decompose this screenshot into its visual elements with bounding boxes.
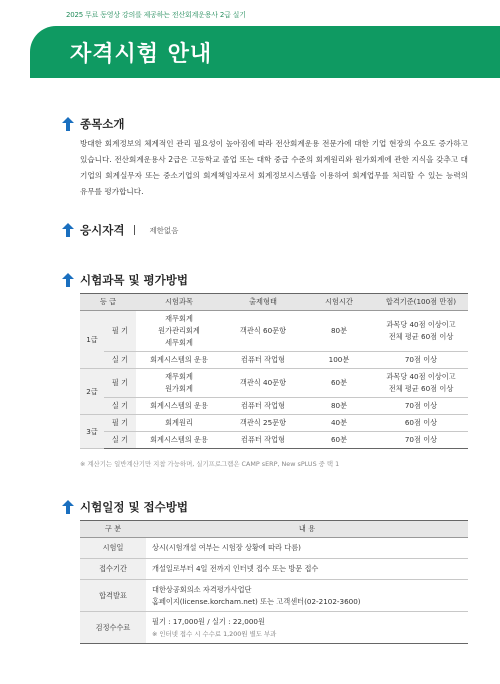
row-content: 필기 : 17,000원 / 실기 : 22,000원 ※ 인터넷 접수 시 수수료 1,200원 별도 부과 (146, 612, 468, 644)
format-cell: 컴퓨터 작업형 (222, 398, 304, 415)
section-title: 종목소개 (80, 117, 125, 131)
row-content: 상시(시험개설 여부는 시험장 상황에 따라 다름) (146, 538, 468, 559)
pass-cell: 과목당 40점 이상이고 전체 평균 60점 이상 (374, 311, 468, 352)
up-arrow-icon (62, 223, 74, 237)
section-title: 시험일정 및 접수방법 (80, 500, 188, 514)
time-cell: 40분 (304, 415, 374, 432)
up-arrow-icon (62, 117, 74, 131)
subject-cell: 회계시스템의 운용 (136, 352, 222, 369)
row-label: 접수기간 (80, 559, 146, 580)
page-title: 자격시험 안내 (70, 42, 213, 67)
grade-cell: 1급 (80, 311, 104, 369)
subject-cell: 재무회계 원가관리회계 세무회계 (136, 311, 222, 352)
schedule-table (80, 520, 468, 644)
separator (134, 225, 135, 235)
table-row (80, 580, 468, 612)
type-cell: 실 기 (104, 398, 136, 415)
table-header: 시험과목 (136, 294, 222, 311)
up-arrow-icon (62, 273, 74, 287)
format-cell: 컴퓨터 작업형 (222, 432, 304, 449)
type-cell: 필 기 (104, 369, 136, 398)
eligibility-note: 제한없음 (149, 225, 179, 235)
table-row (80, 538, 468, 559)
format-cell: 객관식 40문항 (222, 369, 304, 398)
time-cell: 60분 (304, 432, 374, 449)
table-header: 시험시간 (304, 294, 374, 311)
table-row (80, 415, 468, 432)
table-row (80, 369, 468, 398)
title-banner (30, 26, 500, 78)
table-header: 출제형태 (222, 294, 304, 311)
table-header: 등 급 (80, 294, 136, 311)
exam-footnote: ※ 계산기는 일반계산기만 지참 가능하며, 실기프로그램은 CAMP sERP, New sPLUS 중 택 1 (80, 460, 340, 468)
row-content: 대한상공회의소 자격평가사업단 홈페이지(license.korcham.net) 또는 고객센터(02-2102-3600) (146, 580, 468, 612)
table-header-row (80, 521, 468, 538)
format-cell: 컴퓨터 작업형 (222, 352, 304, 369)
subject-cell: 회계시스템의 운용 (136, 432, 222, 449)
intro-paragraph: 방대한 회계정보의 체계적인 관리 필요성이 높아짐에 따라 전산회계운용 전문가에 대한 기업 현장의 수요도 증가하고 있습니다. 전산회계운용사 2급은 고등학교 졸업 또는 대학 중급 수준의 회계원리와 원가회계에 관한 지식을 갖추고 대기업의 회계실무자 또는 중소기업의 회계책임자로서 회계정보시스템을 이용하여 회계업무를 처리할 수 있는 능력의 유무를 평가합니다. (80, 139, 468, 196)
section-eligibility-heading (62, 222, 178, 238)
time-cell: 100분 (304, 352, 374, 369)
type-cell: 실 기 (104, 432, 136, 449)
pass-cell: 70점 이상 (374, 398, 468, 415)
top-caption: 2025 무료 동영상 강의를 제공하는 전산회계운용사 2급 실기 (66, 11, 246, 19)
table-header-row (80, 294, 468, 311)
subject-cell: 회계원리 (136, 415, 222, 432)
time-cell: 80분 (304, 311, 374, 352)
table-row (80, 398, 468, 415)
type-cell: 필 기 (104, 415, 136, 432)
grade-cell: 2급 (80, 369, 104, 415)
table-row (80, 612, 468, 644)
exam-table (80, 293, 468, 449)
table-row (80, 311, 468, 352)
format-cell: 객관식 25문항 (222, 415, 304, 432)
table-row (80, 352, 468, 369)
section-title: 시험과목 및 평가방법 (80, 273, 188, 287)
section-intro-heading (62, 116, 124, 132)
pass-cell: 과목당 40점 이상이고 전체 평균 60점 이상 (374, 369, 468, 398)
subject-cell: 회계시스템의 운용 (136, 398, 222, 415)
row-label: 검정수수료 (80, 612, 146, 644)
time-cell: 80분 (304, 398, 374, 415)
subject-cell: 재무회계 원가회계 (136, 369, 222, 398)
format-cell: 객관식 60문항 (222, 311, 304, 352)
type-cell: 필 기 (104, 311, 136, 352)
row-content: 개설일로부터 4일 전까지 인터넷 접수 또는 방문 접수 (146, 559, 468, 580)
table-row (80, 432, 468, 449)
type-cell: 실 기 (104, 352, 136, 369)
table-header: 구 분 (80, 521, 146, 538)
pass-cell: 70점 이상 (374, 352, 468, 369)
pass-cell: 70점 이상 (374, 432, 468, 449)
fee-note: ※ 인터넷 접수 시 수수료 1,200원 별도 부과 (152, 629, 277, 638)
pass-cell: 60점 이상 (374, 415, 468, 432)
section-title: 응시자격 (80, 223, 125, 237)
grade-cell: 3급 (80, 415, 104, 449)
section-schedule-heading (62, 499, 188, 515)
row-label: 합격발표 (80, 580, 146, 612)
up-arrow-icon (62, 500, 74, 514)
row-label: 시험일 (80, 538, 146, 559)
time-cell: 60분 (304, 369, 374, 398)
table-header: 합격기준(100점 만점) (374, 294, 468, 311)
table-header: 내 용 (146, 521, 468, 538)
section-exam-heading (62, 272, 188, 288)
table-row (80, 559, 468, 580)
